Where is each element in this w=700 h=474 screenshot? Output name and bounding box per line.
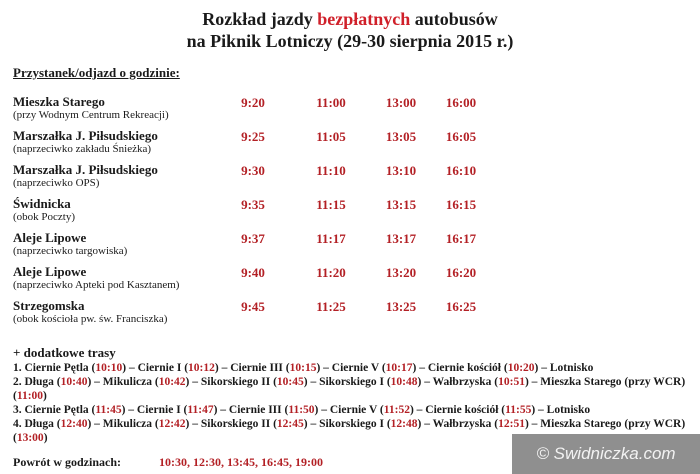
departure-time-4: 16:15 [445, 197, 477, 212]
route-text: ) – Ciernie kościół ( [412, 362, 508, 374]
stops-table [0, 93, 700, 331]
route-line [13, 417, 687, 431]
watermark-text: © Swidniczka.com [536, 444, 676, 463]
extra-routes-heading: + dodatkowe trasy [13, 345, 116, 360]
route-text: ) – Ciernie I ( [121, 404, 188, 416]
route-text: ) – Ciernie kościół ( [409, 404, 506, 416]
route-time: 10:40 [60, 376, 88, 388]
route-time: 10:51 [498, 376, 525, 388]
stop-name: Mieszka Starego [13, 94, 105, 109]
departure-time-4: 16:20 [445, 265, 477, 280]
title-line1-post: autobusów [410, 9, 498, 29]
stop-note: (obok Poczty) [13, 211, 76, 223]
route-text: ) – Sikorskiego II ( [185, 418, 277, 430]
route-time: 10:45 [276, 376, 304, 388]
route-line [13, 375, 687, 389]
departure-time-1: 9:37 [241, 231, 265, 246]
route-time: 11:50 [288, 404, 315, 416]
stop-note: (naprzeciwko OPS) [13, 177, 100, 189]
departure-time-3: 13:17 [385, 231, 417, 246]
title-line1-pre: Rozkład jazdy [202, 9, 318, 29]
route-text: ) – Mieszka Starego (przy WCR) [524, 376, 686, 388]
stop-note: (przy Wodnym Centrum Rekreacji) [13, 109, 169, 121]
departure-time-2: 11:17 [316, 231, 346, 246]
route-time: 10:12 [188, 362, 215, 374]
route-time: 10:10 [95, 362, 123, 374]
route-time: 10:15 [289, 362, 317, 374]
stop-row [0, 263, 700, 297]
stop-name: Marszałka J. Piłsudskiego [13, 128, 158, 143]
route-text: ) – Lotnisko [531, 404, 591, 416]
stop-row [0, 229, 700, 263]
title-line-2: na Piknik Lotniczy (29-30 sierpnia 2015 r.) [186, 31, 514, 51]
title-line1-highlight: bezpłatnych [317, 9, 411, 29]
stop-row [0, 297, 700, 331]
route-time: 12:45 [276, 418, 304, 430]
departure-time-2: 11:10 [316, 163, 346, 178]
departure-time-2: 11:05 [316, 129, 346, 144]
route-text: ) – Mieszka Starego (przy WCR) [524, 418, 686, 430]
route-text: 3. Ciernie Pętla ( [13, 404, 96, 416]
route-time: 12:48 [390, 418, 418, 430]
stop-name: Strzegomska [13, 298, 85, 313]
route-line [13, 389, 687, 403]
departure-time-3: 13:20 [385, 265, 417, 280]
route-text: 2. Długa ( [13, 376, 61, 388]
stop-row [0, 195, 700, 229]
document-title [0, 0, 700, 52]
route-time: 11:52 [383, 404, 410, 416]
departure-time-4: 16:25 [445, 299, 477, 314]
route-time: 13:00 [16, 432, 44, 444]
return-times-label: Powrót w godzinach: [13, 455, 121, 469]
watermark-badge [512, 434, 700, 474]
route-text: ( [13, 432, 17, 444]
departure-time-1: 9:45 [241, 299, 265, 314]
stop-row [0, 161, 700, 195]
stop-note: (naprzeciwko Apteki pod Kasztanem) [13, 279, 180, 291]
route-text: ) [43, 432, 48, 444]
departure-time-1: 9:30 [241, 163, 265, 178]
departure-time-3: 13:00 [385, 95, 417, 110]
departure-time-2: 11:20 [316, 265, 346, 280]
stop-name: Aleje Lipowe [13, 230, 87, 245]
route-text: ) – Mikulicza ( [87, 376, 159, 388]
departure-time-3: 13:10 [385, 163, 417, 178]
route-text: ) – Ciernie V ( [316, 362, 386, 374]
stop-name: Aleje Lipowe [13, 264, 87, 279]
route-text: ) – Wałbrzyska ( [417, 376, 499, 388]
departure-time-1: 9:35 [241, 197, 265, 212]
departure-time-1: 9:25 [241, 129, 265, 144]
section-heading: Przystanek/odjazd o godzinie: [13, 65, 180, 80]
extra-routes-lines [13, 361, 687, 445]
departure-time-2: 11:25 [316, 299, 346, 314]
route-text: ) – Ciernie I ( [122, 362, 189, 374]
route-time: 10:20 [507, 362, 535, 374]
route-text: ) – Sikorskiego I ( [303, 418, 391, 430]
route-time: 12:40 [60, 418, 88, 430]
departure-time-4: 16:00 [445, 95, 477, 110]
departure-time-4: 16:05 [445, 129, 477, 144]
route-text: 4. Długa ( [13, 418, 61, 430]
route-text: ) – Sikorskiego II ( [185, 376, 277, 388]
stop-row [0, 127, 700, 161]
departure-time-4: 16:17 [445, 231, 477, 246]
departure-time-2: 11:15 [316, 197, 346, 212]
extra-routes-section [13, 345, 687, 445]
route-time: 12:51 [498, 418, 525, 430]
departure-time-3: 13:05 [385, 129, 417, 144]
route-text: 1. Ciernie Pętla ( [13, 362, 96, 374]
route-time: 10:17 [385, 362, 413, 374]
route-time: 10:42 [158, 376, 186, 388]
route-text: ) – Mikulicza ( [87, 418, 159, 430]
departure-time-4: 16:10 [445, 163, 477, 178]
route-time: 11:55 [505, 404, 532, 416]
route-time: 11:45 [95, 404, 122, 416]
route-time: 11:47 [187, 404, 214, 416]
route-time: 12:42 [158, 418, 186, 430]
route-text: ) [43, 390, 47, 402]
route-text: ) – Wałbrzyska ( [417, 418, 499, 430]
stop-name: Marszałka J. Piłsudskiego [13, 162, 158, 177]
route-text: ) – Ciernie III ( [213, 404, 289, 416]
route-text: ( [13, 390, 17, 402]
departure-time-3: 13:15 [385, 197, 417, 212]
route-line [13, 403, 687, 417]
departure-time-1: 9:40 [241, 265, 265, 280]
stop-name: Świdnicka [13, 196, 71, 211]
stop-note: (naprzeciwko zakładu Śnieżka) [13, 143, 152, 155]
route-text: ) – Ciernie V ( [314, 404, 384, 416]
route-text: ) – Sikorskiego I ( [303, 376, 391, 388]
departure-time-2: 11:00 [316, 95, 346, 110]
route-time: 10:48 [390, 376, 418, 388]
stop-note: (obok kościoła pw. św. Franciszka) [13, 313, 168, 325]
route-text: ) – Lotnisko [534, 362, 594, 374]
route-text: ) – Ciernie III ( [214, 362, 290, 374]
stop-row [0, 93, 700, 127]
return-times-values: 10:30, 12:30, 13:45, 16:45, 19:00 [159, 455, 323, 469]
title-line-1 [0, 8, 700, 30]
departure-time-1: 9:20 [241, 95, 265, 110]
route-line [13, 361, 687, 375]
departure-time-3: 13:25 [385, 299, 417, 314]
stop-note: (naprzeciwko targowiska) [13, 245, 128, 257]
route-time: 11:00 [16, 390, 44, 402]
